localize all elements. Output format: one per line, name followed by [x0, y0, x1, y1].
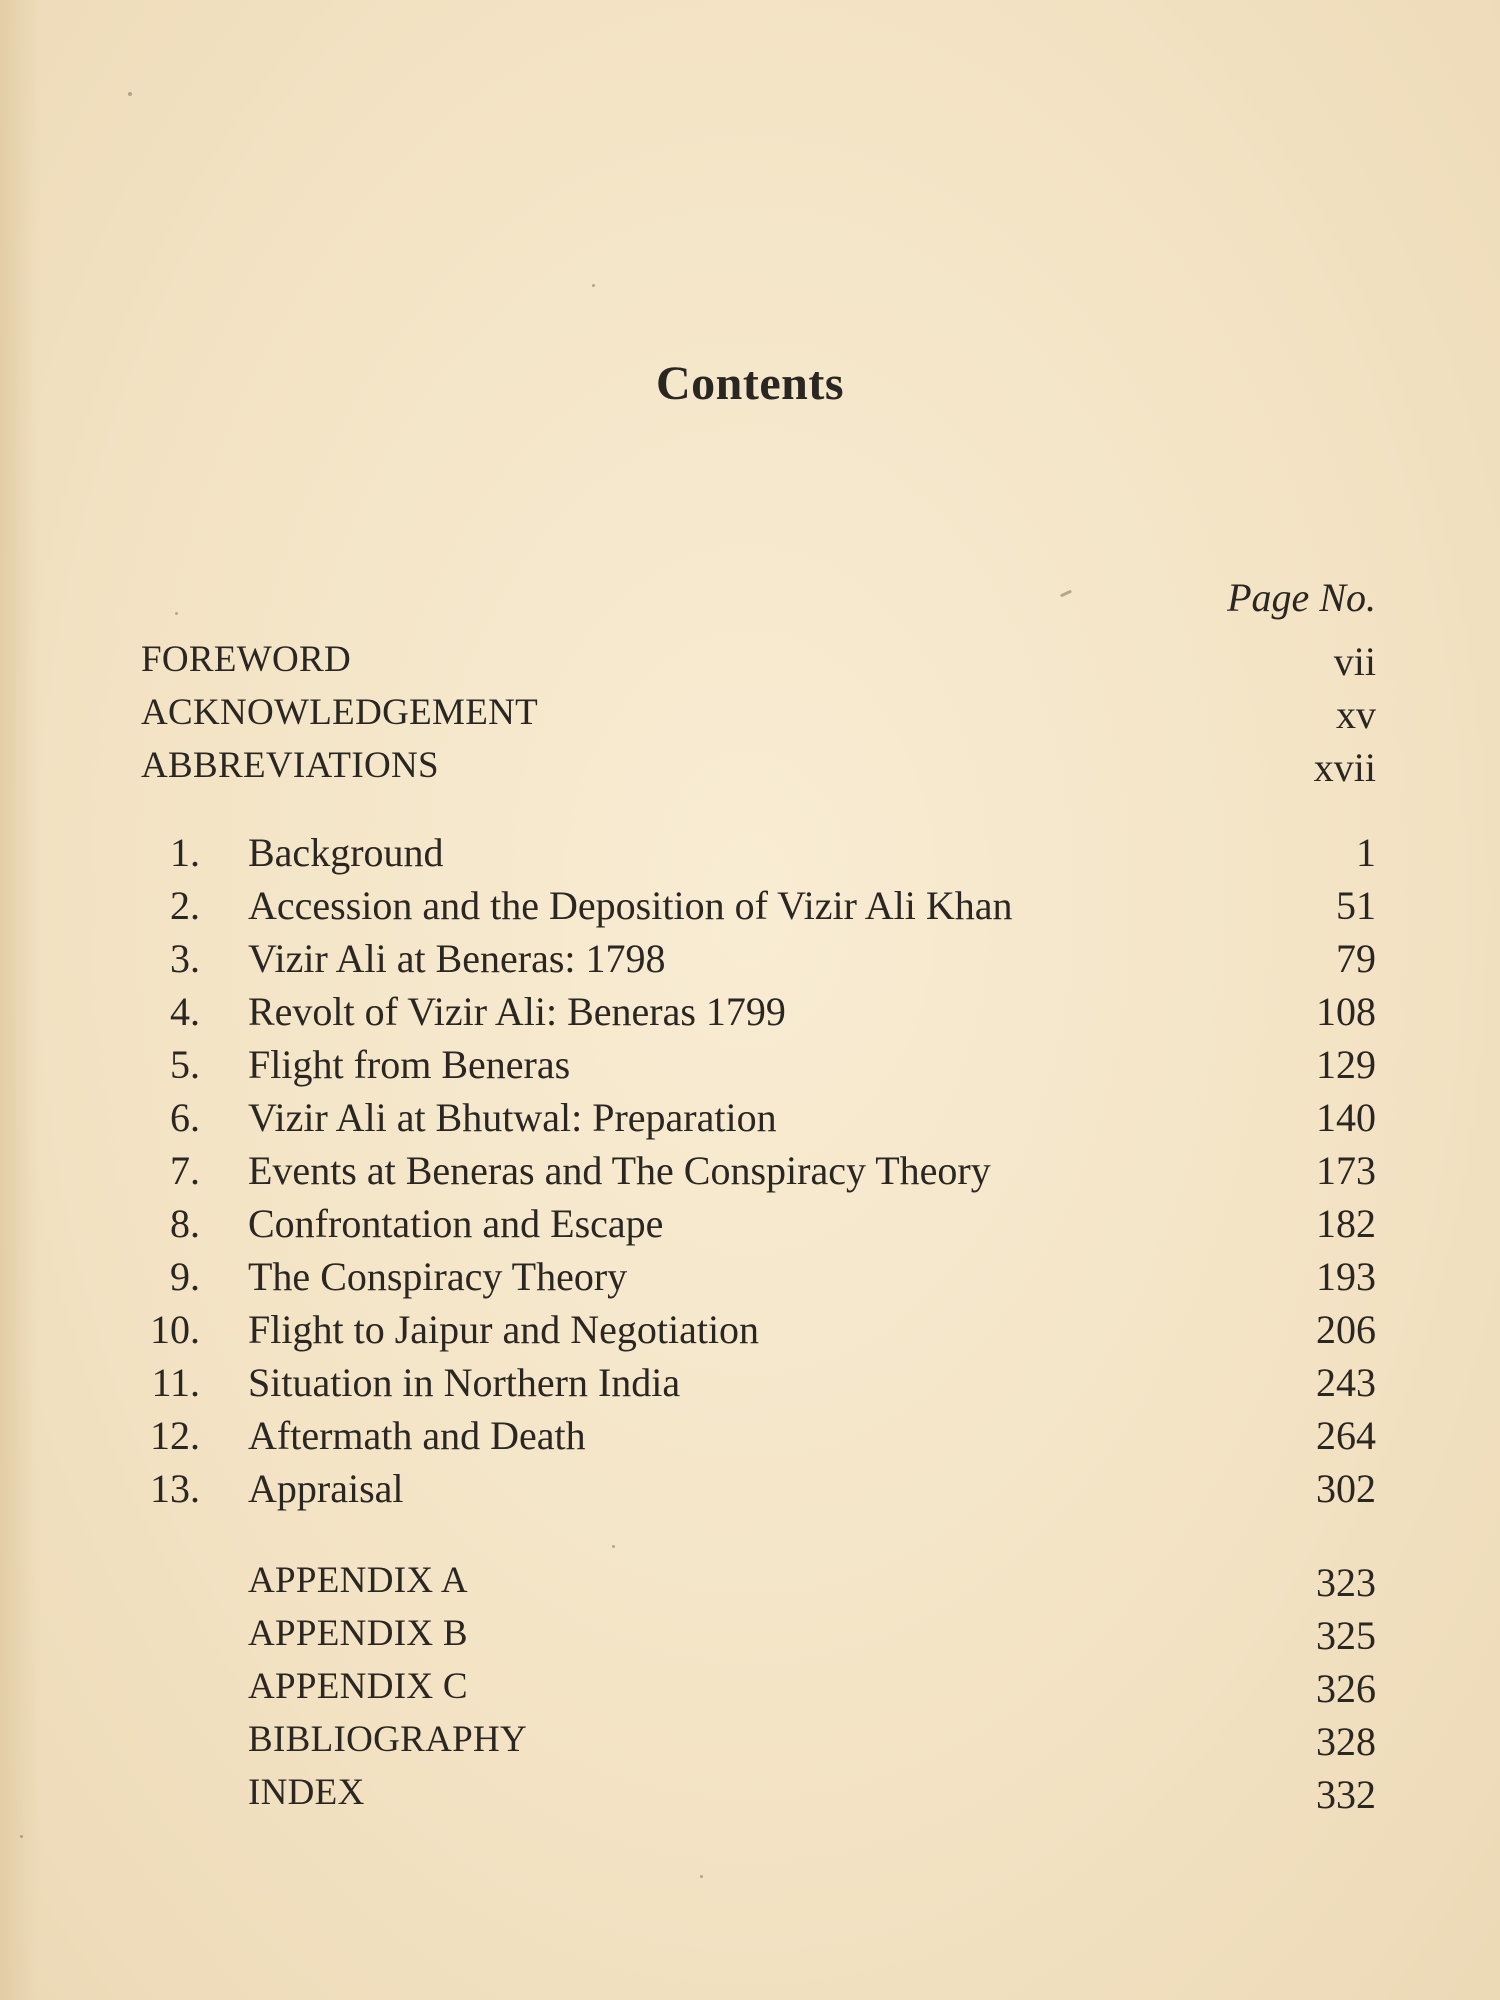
toc-entry-label: APPENDIX A [248, 1560, 468, 1601]
toc-entry-bibliography[interactable] [0, 1718, 1500, 1771]
toc-chapter-11[interactable] [0, 1359, 1500, 1412]
toc-entry-label: APPENDIX B [248, 1613, 468, 1654]
chapter-number: 9. [170, 1254, 200, 1299]
chapter-number: 13. [150, 1466, 200, 1511]
chapter-page: 140 [1316, 1095, 1376, 1140]
toc-chapter-8[interactable] [0, 1200, 1500, 1253]
toc-chapter-6[interactable] [0, 1094, 1500, 1147]
chapter-title: Events at Beneras and The Conspiracy Theory [248, 1148, 991, 1193]
chapter-page: 264 [1316, 1413, 1376, 1458]
chapter-title: Appraisal [248, 1466, 404, 1511]
paper-speck [175, 612, 178, 615]
chapter-number: 10. [150, 1307, 200, 1352]
toc-entry-page: xv [1336, 692, 1376, 737]
paper-speck [20, 1835, 23, 1838]
toc-entry-abbreviations[interactable] [0, 744, 1500, 797]
page-number-column-header: Page No. [1227, 575, 1376, 620]
page-title: Contents [655, 357, 844, 410]
toc-entry-page: 323 [1316, 1560, 1376, 1605]
paper-speck [612, 1545, 615, 1548]
toc-chapter-4[interactable] [0, 988, 1500, 1041]
chapter-number: 7. [170, 1148, 200, 1193]
toc-entry-label: ABBREVIATIONS [141, 745, 439, 786]
chapter-page: 1 [1356, 830, 1376, 875]
paper-speck [128, 92, 132, 96]
toc-entry-page: xvii [1313, 745, 1376, 790]
toc-entry-acknowledgement[interactable] [0, 691, 1500, 744]
chapter-number: 3. [170, 936, 200, 981]
chapter-page: 51 [1336, 883, 1376, 928]
toc-entry-label: INDEX [248, 1772, 365, 1813]
toc-entry-label: FOREWORD [141, 639, 352, 680]
toc-entry-label: BIBLIOGRAPHY [248, 1719, 528, 1760]
chapter-title: Aftermath and Death [248, 1413, 586, 1458]
chapter-number: 12. [150, 1413, 200, 1458]
toc-entry-appendix-a[interactable] [0, 1559, 1500, 1612]
chapter-page: 243 [1316, 1360, 1376, 1405]
chapter-page: 108 [1316, 989, 1376, 1034]
chapter-number: 6. [170, 1095, 200, 1140]
toc-chapter-10[interactable] [0, 1306, 1500, 1359]
chapter-title: Flight to Jaipur and Negotiation [248, 1307, 760, 1352]
chapter-page: 173 [1316, 1148, 1376, 1193]
toc-chapter-12[interactable] [0, 1412, 1500, 1465]
chapter-title: Revolt of Vizir Ali: Beneras 1799 [248, 989, 786, 1034]
chapter-title: Vizir Ali at Bhutwal: Preparation [248, 1095, 777, 1140]
toc-chapter-5[interactable] [0, 1041, 1500, 1094]
chapter-title: The Conspiracy Theory [248, 1254, 628, 1299]
toc-chapter-1[interactable] [0, 829, 1500, 882]
chapter-title: Flight from Beneras [248, 1042, 571, 1087]
chapter-page: 302 [1316, 1466, 1376, 1511]
toc-chapter-3[interactable] [0, 935, 1500, 988]
toc-entry-page: 326 [1316, 1666, 1376, 1711]
chapter-number: 4. [170, 989, 200, 1034]
toc-entry-page: 332 [1316, 1772, 1376, 1817]
paper-speck [592, 284, 595, 287]
chapter-title: Confrontation and Escape [248, 1201, 664, 1246]
chapter-page: 129 [1316, 1042, 1376, 1087]
chapter-number: 1. [170, 830, 200, 875]
toc-entry-page: 325 [1316, 1613, 1376, 1658]
chapter-title: Vizir Ali at Beneras: 1798 [248, 936, 666, 981]
toc-entry-appendix-c[interactable] [0, 1665, 1500, 1718]
toc-entry-index[interactable] [0, 1771, 1500, 1824]
toc-chapter-9[interactable] [0, 1253, 1500, 1306]
chapter-number: 5. [170, 1042, 200, 1087]
paper-speck [700, 1875, 703, 1878]
chapter-page: 79 [1336, 936, 1376, 981]
toc-chapter-2[interactable] [0, 882, 1500, 935]
chapter-page: 206 [1316, 1307, 1376, 1352]
chapter-title: Background [248, 830, 444, 875]
toc-entry-foreword[interactable] [0, 638, 1500, 691]
chapter-title: Accession and the Deposition of Vizir Ali Khan [248, 883, 1013, 928]
toc-chapter-13[interactable] [0, 1465, 1500, 1518]
toc-entry-page: vii [1333, 639, 1376, 684]
chapter-title: Situation in Northern India [248, 1360, 681, 1405]
chapter-page: 193 [1316, 1254, 1376, 1299]
chapter-number: 8. [170, 1201, 200, 1246]
toc-entry-label: ACKNOWLEDGEMENT [141, 692, 539, 733]
chapter-number: 11. [151, 1360, 200, 1405]
toc-chapter-7[interactable] [0, 1147, 1500, 1200]
chapter-number: 2. [170, 883, 200, 928]
toc-entry-page: 328 [1316, 1719, 1376, 1764]
chapter-page: 182 [1316, 1201, 1376, 1246]
toc-entry-appendix-b[interactable] [0, 1612, 1500, 1665]
toc-entry-label: APPENDIX C [248, 1666, 468, 1707]
